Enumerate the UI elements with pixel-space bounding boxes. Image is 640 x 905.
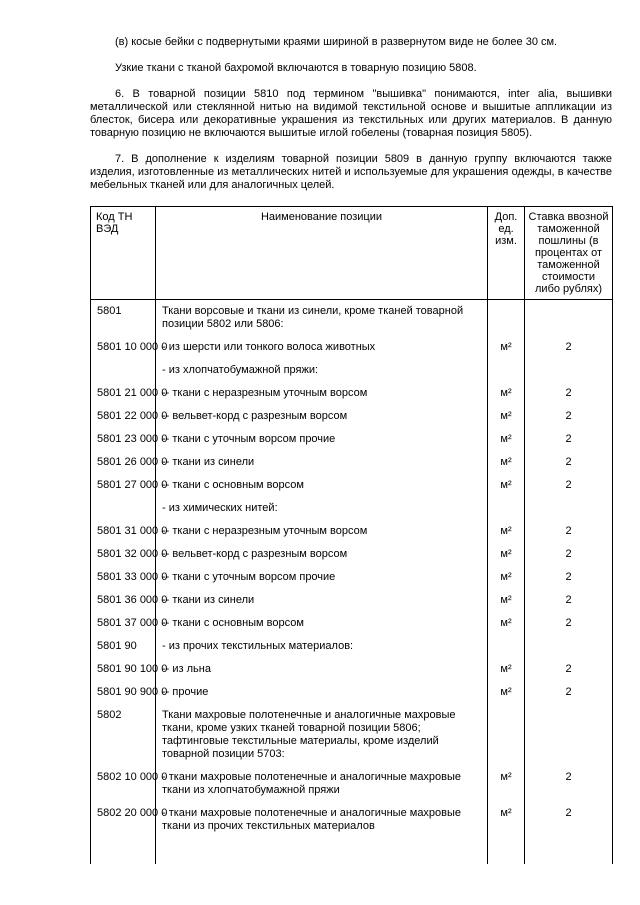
row-code: 5801	[91, 300, 156, 337]
table-row	[91, 428, 613, 451]
table-row	[91, 589, 613, 612]
table-row	[91, 497, 613, 520]
table-row	[91, 704, 613, 766]
row-code: 5801 22 000 0	[91, 405, 156, 428]
intro-paragraph-narrow-fabrics: Узкие ткани с тканой бахромой включаются в товарную позицию 5808.	[115, 62, 477, 74]
row-rate: 2	[525, 543, 613, 566]
row-rate: 2	[525, 612, 613, 635]
row-unit: м²	[488, 543, 525, 566]
row-code	[91, 359, 156, 382]
row-code	[91, 497, 156, 520]
row-name: -- ткани с неразрезным уточным ворсом	[156, 382, 488, 405]
table-row	[91, 451, 613, 474]
header-cell-rate: Ставка ввозной таможенной пошлины (в процентах от таможенной стоимости либо рублях)	[525, 207, 613, 300]
row-rate: 2	[525, 520, 613, 543]
row-name: - из химических нитей:	[156, 497, 488, 520]
row-unit: м²	[488, 766, 525, 802]
header-row	[91, 207, 613, 300]
row-unit: м²	[488, 802, 525, 838]
row-rate: 2	[525, 451, 613, 474]
table-row	[91, 405, 613, 428]
tariff-table-body	[91, 300, 613, 865]
row-code	[91, 838, 156, 864]
row-name: -- ткани из синели	[156, 451, 488, 474]
row-rate: 2	[525, 766, 613, 802]
row-rate	[525, 497, 613, 520]
table-row	[91, 612, 613, 635]
row-code: 5802	[91, 704, 156, 766]
table-row	[91, 520, 613, 543]
row-name: Ткани махровые полотенечные и аналогичные махровые ткани, кроме узких тканей товарной позиции 5806; тафтинговые текстильные материалы, кроме изделий товарной позиции 5703:	[156, 704, 488, 766]
row-unit: м²	[488, 474, 525, 497]
row-rate: 2	[525, 681, 613, 704]
row-unit	[488, 635, 525, 658]
row-unit	[488, 497, 525, 520]
row-code: 5801 27 000 0	[91, 474, 156, 497]
row-name: -- ткани с уточным ворсом прочие	[156, 428, 488, 451]
row-rate	[525, 838, 613, 864]
row-name: -- ткани с уточным ворсом прочие	[156, 566, 488, 589]
table-row	[91, 474, 613, 497]
row-rate: 2	[525, 658, 613, 681]
row-code: 5801 31 000 0	[91, 520, 156, 543]
row-code: 5801 21 000 0	[91, 382, 156, 405]
row-code: 5801 90 900 0	[91, 681, 156, 704]
row-code: 5802 20 000 0	[91, 802, 156, 838]
row-code: 5801 33 000 0	[91, 566, 156, 589]
row-name: - ткани махровые полотенечные и аналогичные махровые ткани из хлопчатобумажной пряжи	[156, 766, 488, 802]
row-unit: м²	[488, 382, 525, 405]
row-code: 5801 90	[91, 635, 156, 658]
table-row	[91, 300, 613, 337]
row-name: -- ткани с неразрезным уточным ворсом	[156, 520, 488, 543]
row-name: Ткани ворсовые и ткани из синели, кроме тканей товарной позиции 5802 или 5806:	[156, 300, 488, 337]
row-code: 5801 37 000 0	[91, 612, 156, 635]
row-rate: 2	[525, 802, 613, 838]
intro-paragraph-bias-bindings: (в) косые бейки с подвернутыми краями шириной в развернутом виде не более 30 см.	[115, 36, 558, 48]
row-name: -- прочие	[156, 681, 488, 704]
row-unit: м²	[488, 681, 525, 704]
row-name: -- вельвет-корд с разрезным ворсом	[156, 543, 488, 566]
row-unit	[488, 359, 525, 382]
row-rate: 2	[525, 566, 613, 589]
row-unit: м²	[488, 428, 525, 451]
row-rate: 2	[525, 474, 613, 497]
note-paragraph-6: 6. В товарной позиции 5810 под термином "вышивка" понимаются, inter alia, вышивки металлической или стеклянной нитью на видимой текстильной основе и вышитые аппликации из блесток, бисера или декоративные украшения из текстильных или других материалов. В данную товарную позицию не включаются вышитые иглой гобелены (товарная позиция 5805).	[90, 88, 612, 139]
table-row	[91, 543, 613, 566]
table-row	[91, 681, 613, 704]
row-unit	[488, 300, 525, 337]
row-code: 5801 10 000 0	[91, 336, 156, 359]
row-name: -- вельвет-корд с разрезным ворсом	[156, 405, 488, 428]
row-rate	[525, 704, 613, 766]
table-row	[91, 382, 613, 405]
note-paragraph-7: 7. В дополнение к изделиям товарной позиции 5809 в данную группу включаются также изделия, изготовленные из металлических нитей и используемые для украшения одежды, в качестве мебельных тканей или для аналогичных целей.	[90, 153, 612, 191]
row-unit: м²	[488, 658, 525, 681]
header-cell-name: Наименование позиции	[156, 207, 488, 300]
row-rate	[525, 359, 613, 382]
table-continuation-spacer	[91, 838, 613, 864]
row-name: - из шерсти или тонкого волоса животных	[156, 336, 488, 359]
row-rate	[525, 300, 613, 337]
row-unit: м²	[488, 589, 525, 612]
table-row	[91, 359, 613, 382]
row-code: 5802 10 000 0	[91, 766, 156, 802]
tariff-table	[90, 206, 613, 864]
row-code: 5801 32 000 0	[91, 543, 156, 566]
table-row	[91, 802, 613, 838]
row-rate: 2	[525, 336, 613, 359]
table-row	[91, 766, 613, 802]
row-rate: 2	[525, 382, 613, 405]
row-unit	[488, 838, 525, 864]
row-unit: м²	[488, 405, 525, 428]
row-code: 5801 26 000 0	[91, 451, 156, 474]
header-cell-unit: Доп. ед. изм.	[488, 207, 525, 300]
row-code: 5801 23 000 0	[91, 428, 156, 451]
row-unit: м²	[488, 566, 525, 589]
header-cell-code: Код ТН ВЭД	[91, 207, 156, 300]
row-unit	[488, 704, 525, 766]
row-name: - из прочих текстильных материалов:	[156, 635, 488, 658]
row-rate: 2	[525, 589, 613, 612]
row-name: - из хлопчатобумажной пряжи:	[156, 359, 488, 382]
row-name: -- ткани из синели	[156, 589, 488, 612]
tariff-table-header	[91, 207, 613, 300]
row-code: 5801 90 100 0	[91, 658, 156, 681]
row-rate: 2	[525, 405, 613, 428]
row-name: -- ткани с основным ворсом	[156, 474, 488, 497]
row-unit: м²	[488, 451, 525, 474]
row-rate: 2	[525, 428, 613, 451]
row-code: 5801 36 000 0	[91, 589, 156, 612]
row-unit: м²	[488, 520, 525, 543]
row-name: -- ткани с основным ворсом	[156, 612, 488, 635]
table-row	[91, 566, 613, 589]
table-row	[91, 658, 613, 681]
row-unit: м²	[488, 336, 525, 359]
table-row	[91, 336, 613, 359]
table-row	[91, 635, 613, 658]
row-unit: м²	[488, 612, 525, 635]
row-name: -- из льна	[156, 658, 488, 681]
row-rate	[525, 635, 613, 658]
row-name: - ткани махровые полотенечные и аналогичные махровые ткани из прочих текстильных материалов	[156, 802, 488, 838]
row-name	[156, 838, 488, 864]
